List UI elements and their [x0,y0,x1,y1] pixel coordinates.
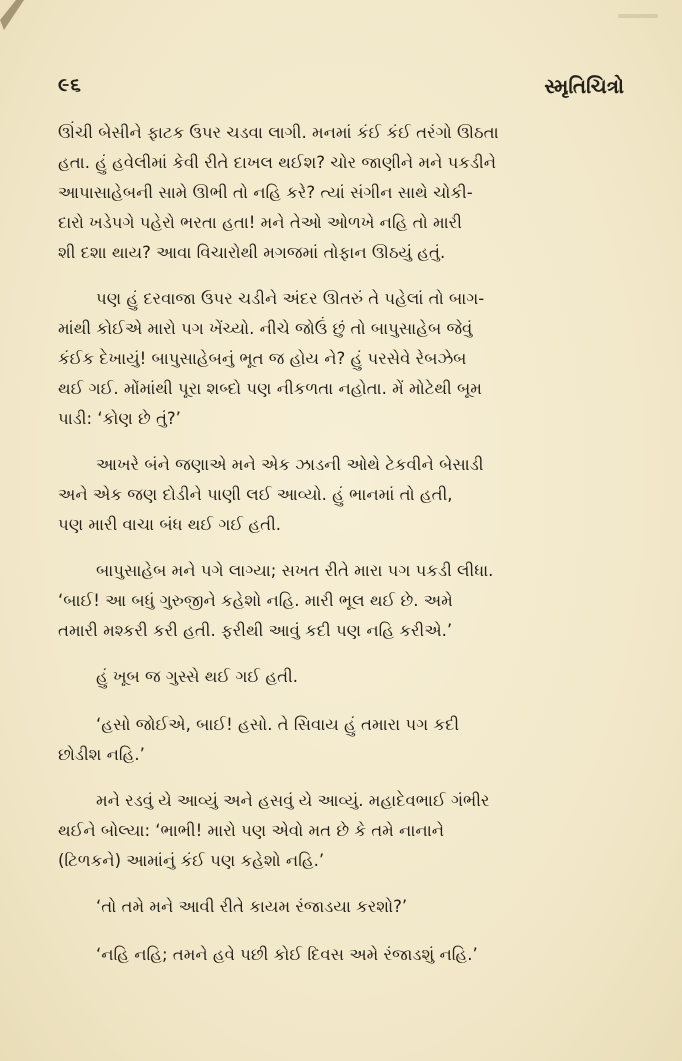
text-line: હતા. હું હવેલીમાં કેવી રીતે દાખલ થઈશ? ચોર જાણીને મને પકડીને [58,153,497,172]
paragraph [58,786,624,876]
text-line: બાપુસાહેબ મને પગે લાગ્યા; સખત રીતે મારા પગ પકડી લીધા. [96,561,494,580]
text-line: પણ મારી વાચા બંધ થઈ ગઈ હતી. [58,515,282,534]
text-line: પાડી: ‘કોણ છે તું?’ [58,409,181,428]
page-header [58,74,624,104]
text-line: છોડીશ નહિ.’ [58,745,145,764]
page-edge-shadow [618,14,658,18]
text-line: હું ખૂબ જ ગુસ્સે થઈ ગઈ હતી. [96,667,299,686]
text-line: તમારી મશ્કરી કરી હતી. ફરીથી આવું કદી પણ નહિ કરીએ.’ [58,621,453,640]
paragraph [58,284,624,434]
text-line: શી દશા થાય? આવા વિચારોથી મગજમાં તોફાન ઊઠયું હતું. [58,243,446,262]
page-number: ૯૬ [58,74,82,96]
text-line: આપાસાહેબની સામે ઊભી તો નહિ કરે? ત્યાં સંગીન સાથે ચોકી- [58,183,473,202]
text-line: દારો ખડેપગે પહેરો ભરતા હતા! મને તેઓ ઓળખે નહિ તો મારી [58,213,462,232]
text-line: માંથી કોઈએ મારો પગ ખેંચ્યો. નીચે જોઉં છું તો બાપુસાહેબ જેવું [58,319,473,338]
page-corner-mark [0,0,40,40]
text-line: ‘તો તમે મને આવી રીતે કાયમ રંજાડયા કરશો?’ [96,897,408,916]
running-title: સ્મૃતિચિત્રો [544,74,624,98]
text-line: આખરે બંને જણાએ મને એક ઝાડની ઓથે ટેકવીને બેસાડી [96,455,484,474]
text-line: (ટિળકને) આમાંનું કંઈ પણ કહેશો નહિ.’ [58,851,325,870]
paragraph [58,118,624,268]
text-line: થઈ ગઈ. મોંમાંથી પૂરા શબ્દો પણ નીકળતા નહોતા. મેં મોટેથી બૂમ [58,379,482,398]
text-line: ‘બાઈ! આ બધું ગુરુજીને કહેશો નહિ. મારી ભૂલ થઈ છે. અમે [58,591,453,610]
paragraph [58,940,624,970]
paragraph [58,662,624,692]
text-line: અને એક જણ દોડીને પાણી લઈ આવ્યો. હું ભાનમાં તો હતી, [58,485,453,504]
paragraph [58,556,624,646]
text-line: પણ હું દરવાજા ઉપર ચડીને અંદર ઊતરું તે પહેલાં તો બાગ- [96,289,485,308]
text-line: ‘હસો જોઈએ, બાઈ! હસો. તે સિવાય હું તમારા પગ કદી [96,715,460,734]
paragraph [58,892,624,922]
body-text [58,118,624,988]
text-line: થઈને બોલ્યા: ‘ભાભી! મારો પણ એવો મત છે કે તમે નાનાને [58,821,445,840]
text-line: કંઈક દેખાયું! બાપુસાહેબનું ભૂત જ હોય ને? હું પરસેવે રેબઝેબ [58,349,467,368]
text-line: ઊંચી બેસીને ફાટક ઉપર ચડવા લાગી. મનમાં કંઈ કંઈ તરંગો ઊઠતા [58,123,499,142]
paragraph [58,710,624,770]
text-line: મને રડવું યે આવ્યું અને હસવું યે આવ્યું. મહાદેવભાઈ ગંભીર [96,791,490,810]
paragraph [58,450,624,540]
text-line: ‘નહિ નહિ; તમને હવે પછી કોઈ દિવસ અમે રંજાડશું નહિ.’ [96,945,478,964]
